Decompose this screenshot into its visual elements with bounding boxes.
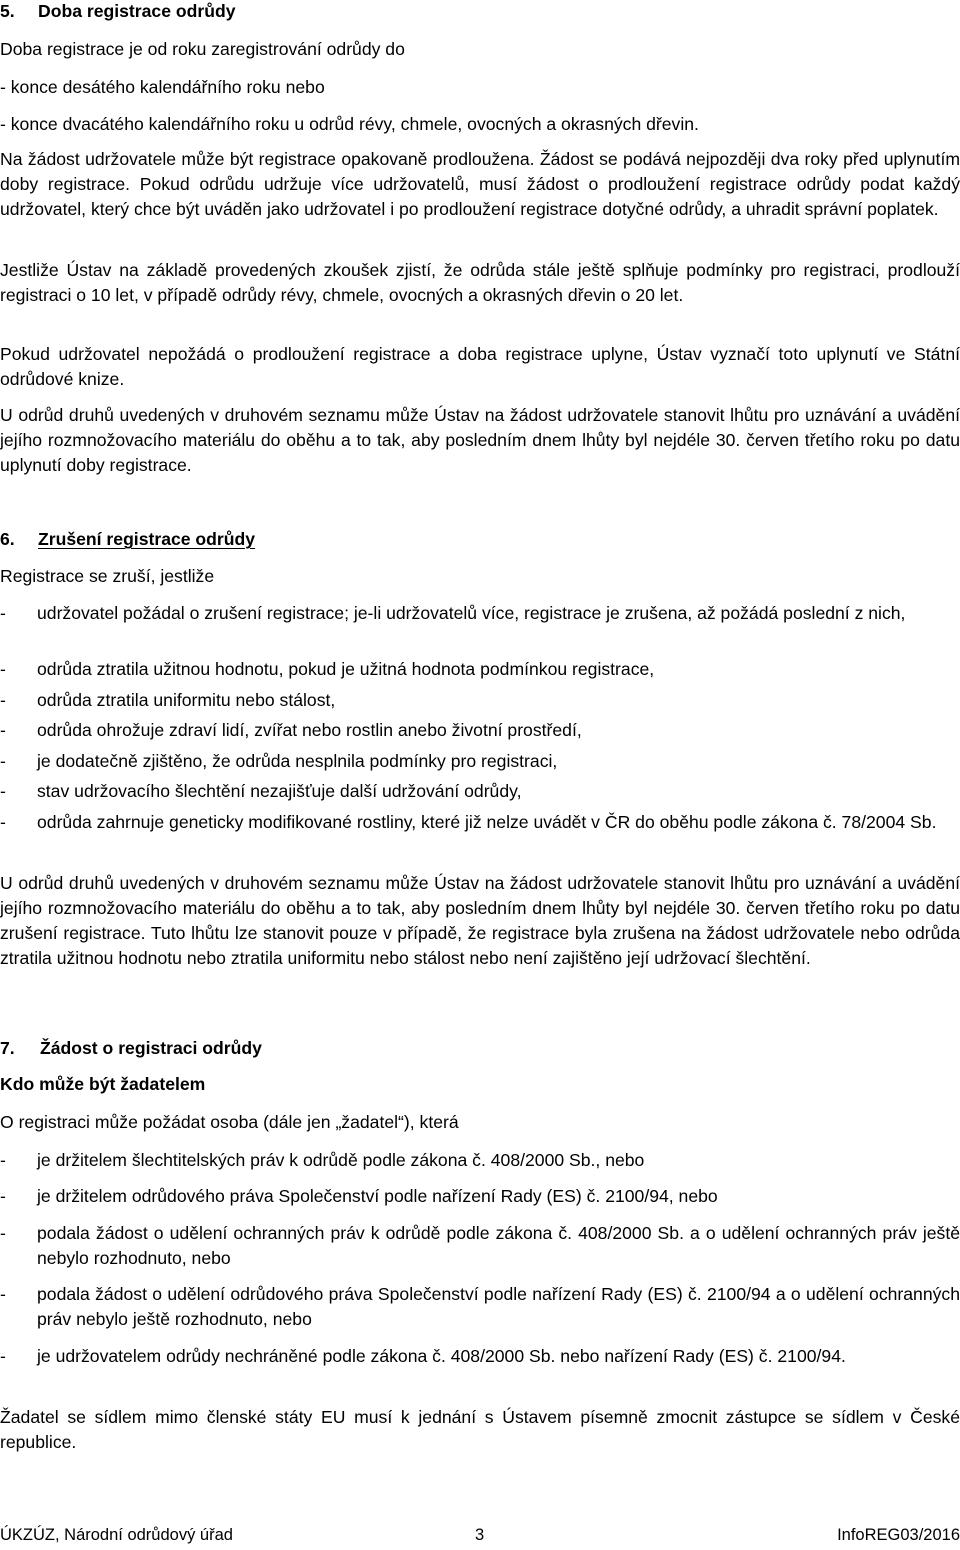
list-item: - odrůda ztratila užitnou hodnotu, pokud je užitná hodnota podmínkou registrace, [0, 659, 655, 679]
page-footer [0, 1523, 960, 1548]
list-item: - podala žádost o udělení odrůdového práva Společenství podle nařízení Rady (ES) č. 2100/94 a o udělení ochranných práv nebylo ještě rozhodnuto, nebo [0, 1284, 960, 1329]
list-item: - stav udržovacího šlechtění nezajišťuje další udržování odrůdy, [0, 781, 522, 801]
section-5-intro: Doba registrace je od roku zaregistrování odrůdy do [0, 39, 405, 59]
section-number: 6. [0, 529, 15, 549]
section-7-intro: O registraci může požádat osoba (dále jen „žadatel“), která [0, 1112, 459, 1132]
section-title: Žádost o registraci odrůdy [40, 1038, 262, 1058]
section-number: 5. [0, 1, 15, 21]
section-6-heading [0, 527, 960, 552]
page-number: 3 [475, 1526, 485, 1544]
section-7-heading [0, 1036, 960, 1061]
paragraph: U odrůd druhů uvedených v druhovém seznamu může Ústav na žádost udržovatele stanovit lhůtu pro uznávání a uvádění jejího rozmnožovacího materiálu do oběhu a to tak, aby posledním dnem lhůty byl nejdéle 30. červen třetího roku po datu zrušení registrace. Tuto lhůtu lze stanovit pouze v případě, že registrace byla zrušena na žádost udržovatele nebo odrůda ztratila užitnou hodnotu nebo ztratila uniformitu nebo stálost nebo není zajištěno její udržovací šlechtění. [0, 873, 960, 968]
section-number: 7. [0, 1038, 15, 1058]
bullet-item: - konce dvacátého kalendářního roku u odrůd révy, chmele, ovocných a okrasných dřevin. [0, 114, 699, 134]
list-item: - podala žádost o udělení ochranných práv k odrůdě podle zákona č. 408/2000 Sb. a o udělení ochranných práv ještě nebylo rozhodnuto, nebo [0, 1223, 960, 1268]
subheading: Kdo může být žadatelem [0, 1074, 206, 1094]
paragraph: Na žádost udržovatele může být registrace opakovaně prodloužena. Žádost se podává nejpozději dva roky před uplynutím doby registrace. Pokud odrůdu udržuje více udržovatelů, musí žádost o prodloužení registrace odrůdy podat každý udržovatel, který chce být uváděn jako udržovatel i po prodloužení registrace dotyčné odrůdy, a uhradit správní poplatek. [0, 149, 960, 219]
section-6-intro: Registrace se zruší, jestliže [0, 566, 215, 586]
list-item: - odrůda ohrožuje zdraví lidí, zvířat nebo rostlin anebo životní prostředí, [0, 720, 582, 740]
section-title: Zrušení registrace odrůdy [38, 529, 256, 549]
bullet-item: - konce desátého kalendářního roku nebo [0, 77, 325, 97]
paragraph: Pokud udržovatel nepožádá o prodloužení registrace a doba registrace uplyne, Ústav vyznačí toto uplynutí ve Státní odrůdové knize. [0, 344, 960, 389]
paragraph: Jestliže Ústav na základě provedených zkoušek zjistí, že odrůda stále ještě splňuje podmínky pro registraci, prodlouží registraci o 10 let, v případě odrůdy révy, chmele, ovocných a okrasných dřevin o 20 let. [0, 260, 960, 305]
list-item: - udržovatel požádal o zrušení registrace; je-li udržovatelů více, registrace je zrušena, až požádá poslední z nich, [0, 603, 906, 623]
section-title: Doba registrace odrůdy [38, 1, 236, 21]
list-item: - je držitelem odrůdového práva Společenství podle nařízení Rady (ES) č. 2100/94, nebo [0, 1186, 718, 1206]
list-item: - je držitelem šlechtitelských práv k odrůdě podle zákona č. 408/2000 Sb., nebo [0, 1150, 645, 1170]
list-item: - odrůda ztratila uniformitu nebo stálost, [0, 690, 336, 710]
list-item: - odrůda zahrnuje geneticky modifikované rostliny, které již nelze uvádět v ČR do oběhu podle zákona č. 78/2004 Sb. [0, 812, 937, 832]
paragraph: U odrůd druhů uvedených v druhovém seznamu může Ústav na žádost udržovatele stanovit lhůtu pro uznávání a uvádění jejího rozmnožovacího materiálu do oběhu a to tak, aby posledním dnem lhůty byl nejdéle 30. červen třetího roku po datu uplynutí doby registrace. [0, 405, 960, 475]
section-5-heading [0, 0, 960, 24]
footer-doc-id: InfoREG03/2016 [837, 1526, 960, 1544]
list-item: - je udržovatelem odrůdy nechráněné podle zákona č. 408/2000 Sb. nebo nařízení Rady (ES) č. 2100/94. [0, 1346, 846, 1366]
paragraph: Žadatel se sídlem mimo členské státy EU musí k jednání s Ústavem písemně zmocnit zástupce se sídlem v České republice. [0, 1407, 960, 1452]
footer-org: ÚKZÚZ, Národní odrůdový úřad [0, 1526, 233, 1544]
list-item: - je dodatečně zjištěno, že odrůda nesplnila podmínky pro registraci, [0, 751, 558, 771]
